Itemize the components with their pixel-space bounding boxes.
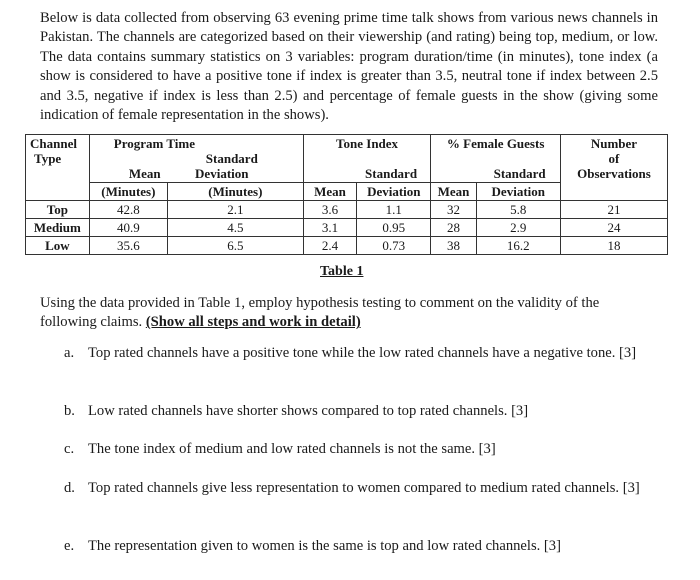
cell-ti-mean: 3.1 (303, 219, 357, 237)
instructions (40, 294, 658, 333)
header-empty-cell (560, 183, 667, 201)
cell-pt-mean: 40.9 (89, 219, 167, 237)
table-row (26, 219, 668, 237)
header-pt-mean-minutes: (Minutes) (89, 183, 167, 201)
cell-fg-mean: 28 (431, 219, 476, 237)
question-a (64, 344, 664, 363)
cell-n: 24 (560, 219, 667, 237)
cell-n: 21 (560, 201, 667, 219)
question-label: c. (64, 441, 75, 457)
header-pt-deviation: Deviation (195, 166, 249, 181)
intro-paragraph: Below is data collected from observing 63 evening prime time talk shows from various news channels in Pakistan. The channels are categorized based on their viewership (and rating) being top, medium, or low. The data contains summary statistics on 3 variables: program duration/time (in minutes), tone index (a show is considered to have a positive tone if index is greater than 3.5, neutral tone if index between 2.5 and 3.5, negative if index is less than 2.5) and percentage of female guests in the show (giving some indication of female representation in the shows). (40, 10, 658, 124)
question-e (64, 537, 664, 556)
question-label: e. (64, 538, 75, 554)
table-row (26, 237, 668, 255)
cell-ti-sd: 1.1 (357, 201, 431, 219)
question-label: a. (64, 345, 75, 361)
header-type-label: Type (34, 151, 62, 166)
question-d (64, 479, 664, 498)
header-tone-index-label: Tone Index (336, 136, 399, 151)
cell-pt-mean: 42.8 (89, 201, 167, 219)
instructions-emphasis: (Show all steps and work in detail) (145, 314, 361, 331)
cell-ti-sd: 0.73 (357, 237, 431, 255)
question-text: The tone index of medium and low rated channels is not the same. [3] (88, 441, 496, 457)
table-caption: Table 1 (320, 264, 364, 279)
cell-pt-sd: 2.1 (167, 201, 303, 219)
header-number-of-observations (560, 135, 667, 183)
question-label: b. (64, 403, 75, 419)
header-number-label: Number (590, 136, 638, 151)
cell-n: 18 (560, 237, 667, 255)
question-label: d. (64, 480, 75, 496)
header-female-guests (431, 135, 561, 183)
instructions-text: Using the data provided in Table 1, employ hypothesis testing to comment on the validity of the following claims. (40, 295, 600, 331)
cell-pt-sd: 4.5 (167, 219, 303, 237)
cell-fg-sd: 5.8 (476, 201, 560, 219)
header-ti-deviation: Deviation (357, 183, 431, 201)
question-text: The representation given to women is the same is top and low rated channels. [3] (88, 538, 561, 554)
table-row (26, 201, 668, 219)
row-type: Top (26, 201, 90, 219)
question-c (64, 440, 664, 459)
header-of-label: of (608, 151, 620, 166)
header-ti-standard: Standard (365, 166, 418, 181)
header-channel-label: Channel (30, 136, 77, 151)
header-fg-mean: Mean (431, 183, 476, 201)
header-row-2 (26, 183, 668, 201)
row-type: Low (26, 237, 90, 255)
row-type: Medium (26, 219, 90, 237)
question-b (64, 402, 664, 421)
header-tone-index (303, 135, 431, 183)
cell-pt-sd: 6.5 (167, 237, 303, 255)
cell-ti-mean: 3.6 (303, 201, 357, 219)
header-empty-cell (26, 183, 90, 201)
header-channel-type (26, 135, 90, 183)
cell-fg-sd: 2.9 (476, 219, 560, 237)
header-row-1 (26, 135, 668, 183)
cell-fg-mean: 32 (431, 201, 476, 219)
header-female-guests-label: % Female Guests (446, 136, 545, 151)
cell-fg-sd: 16.2 (476, 237, 560, 255)
question-text: Top rated channels give less representation to women compared to medium rated channels. [3] (88, 480, 640, 496)
header-program-time (89, 135, 303, 183)
cell-fg-mean: 38 (431, 237, 476, 255)
header-observations-label: Observations (577, 166, 651, 181)
cell-ti-sd: 0.95 (357, 219, 431, 237)
header-pt-sd-minutes: (Minutes) (167, 183, 303, 201)
header-pt-standard: Standard (205, 151, 258, 166)
header-fg-standard: Standard (493, 166, 546, 181)
header-pt-mean: Mean (128, 166, 161, 181)
cell-ti-mean: 2.4 (303, 237, 357, 255)
header-program-time-label: Program Time (113, 136, 196, 151)
header-ti-mean: Mean (303, 183, 357, 201)
data-table (25, 134, 668, 255)
question-text: Low rated channels have shorter shows compared to top rated channels. [3] (88, 403, 529, 419)
cell-pt-mean: 35.6 (89, 237, 167, 255)
question-text: Top rated channels have a positive tone while the low rated channels have a negative tone. [3] (88, 345, 637, 361)
header-fg-deviation: Deviation (476, 183, 560, 201)
